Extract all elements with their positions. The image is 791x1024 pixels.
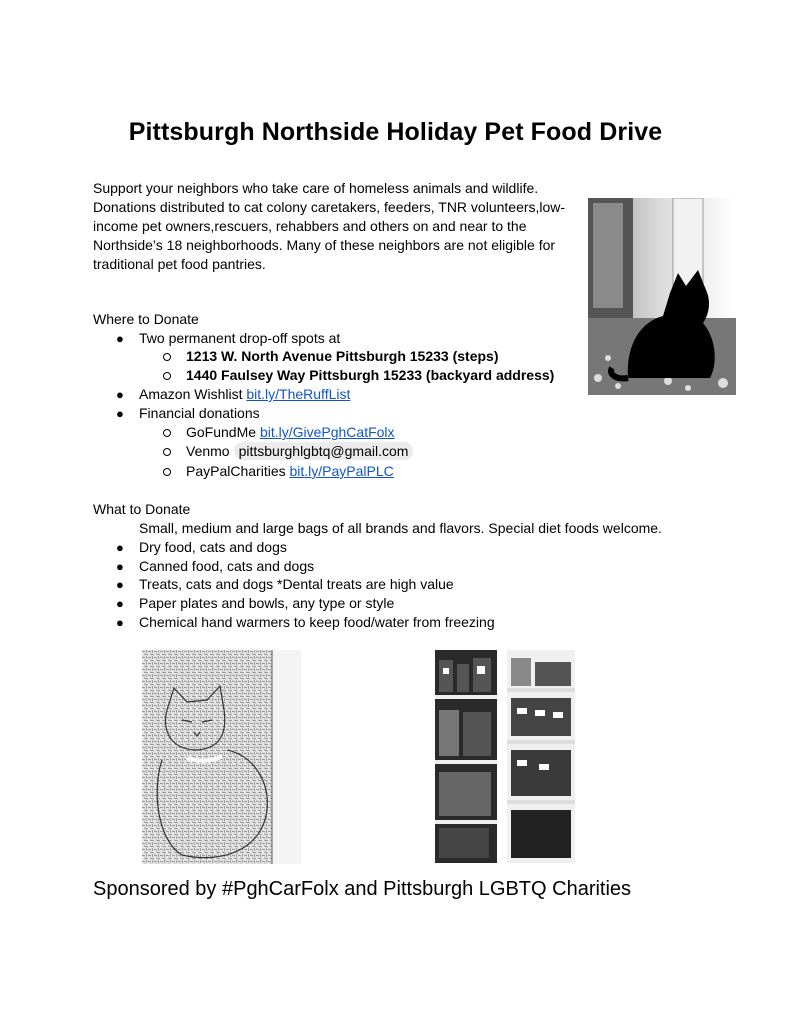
list-item: Treats, cats and dogs *Dental treats are high value xyxy=(139,576,454,592)
paypal-link[interactable]: bit.ly/PayPalPLC xyxy=(289,463,394,479)
paypal-row xyxy=(186,462,394,481)
list-item: Canned food, cats and dogs xyxy=(139,558,315,574)
gofundme-row xyxy=(186,423,395,442)
bullet-icon: ● xyxy=(116,559,124,574)
paypal-label: PayPalCharities xyxy=(186,463,290,479)
what-heading: What to Donate xyxy=(93,501,191,517)
black-cat-photo xyxy=(588,198,736,395)
venmo-row xyxy=(186,442,413,461)
financial-label: Financial donations xyxy=(139,405,260,421)
bullet-icon: ● xyxy=(116,596,124,611)
sketch-cat-photo xyxy=(142,650,301,864)
circle-bullet-icon xyxy=(163,468,171,476)
circle-bullet-icon xyxy=(163,429,171,437)
dropoff-label: Two permanent drop-off spots at xyxy=(139,330,341,346)
bullet-icon: ● xyxy=(116,540,124,555)
bullet-icon: ● xyxy=(116,577,124,592)
page-title: Pittsburgh Northside Holiday Pet Food Drive xyxy=(128,118,663,146)
list-item: Dry food, cats and dogs xyxy=(139,539,287,555)
amazon-label: Amazon Wishlist xyxy=(139,386,247,402)
bullet-icon: ● xyxy=(116,615,124,630)
list-item: Paper plates and bowls, any type or style xyxy=(139,595,395,611)
gofundme-label: GoFundMe xyxy=(186,424,260,440)
list-item: Chemical hand warmers to keep food/water from freezing xyxy=(139,614,495,630)
amazon-wishlist-link[interactable]: bit.ly/TheRuffList xyxy=(246,386,351,402)
where-heading: Where to Donate xyxy=(93,311,199,327)
bullet-icon: ● xyxy=(116,406,124,421)
address-2: 1440 Faulsey Way Pittsburgh 15233 (backyard address) xyxy=(186,367,555,383)
intro-paragraph: Support your neighbors who take care of homeless animals and wildlife. Donations distributed to cat colony caretakers, feeders, TNR volunteers,low-income pet owners,rescuers, rehabbers and others on and near to the Northside’s 18 neighborhoods. Many of these neighbors are not eligible for traditional pet food pantries. xyxy=(93,180,566,272)
sponsor-line: Sponsored by #PghCarFolx and Pittsburgh LGBTQ Charities xyxy=(93,878,632,900)
bullet-icon: ● xyxy=(116,387,124,402)
bullet-icon: ● xyxy=(116,331,124,346)
circle-bullet-icon xyxy=(163,448,171,456)
pantry-shelf-photo xyxy=(435,650,594,863)
venmo-label: Venmo xyxy=(186,443,230,459)
circle-bullet-icon xyxy=(163,372,171,380)
amazon-row xyxy=(139,385,350,404)
address-1: 1213 W. North Avenue Pittsburgh 15233 (steps) xyxy=(186,348,499,364)
what-note: Small, medium and large bags of all brands and flavors. Special diet foods welcome. xyxy=(139,520,662,536)
gofundme-link[interactable]: bit.ly/GivePghCatFolx xyxy=(259,424,395,440)
circle-bullet-icon xyxy=(163,353,171,361)
venmo-email-chip[interactable]: pittsburghlgbtq@gmail.com xyxy=(234,442,414,460)
